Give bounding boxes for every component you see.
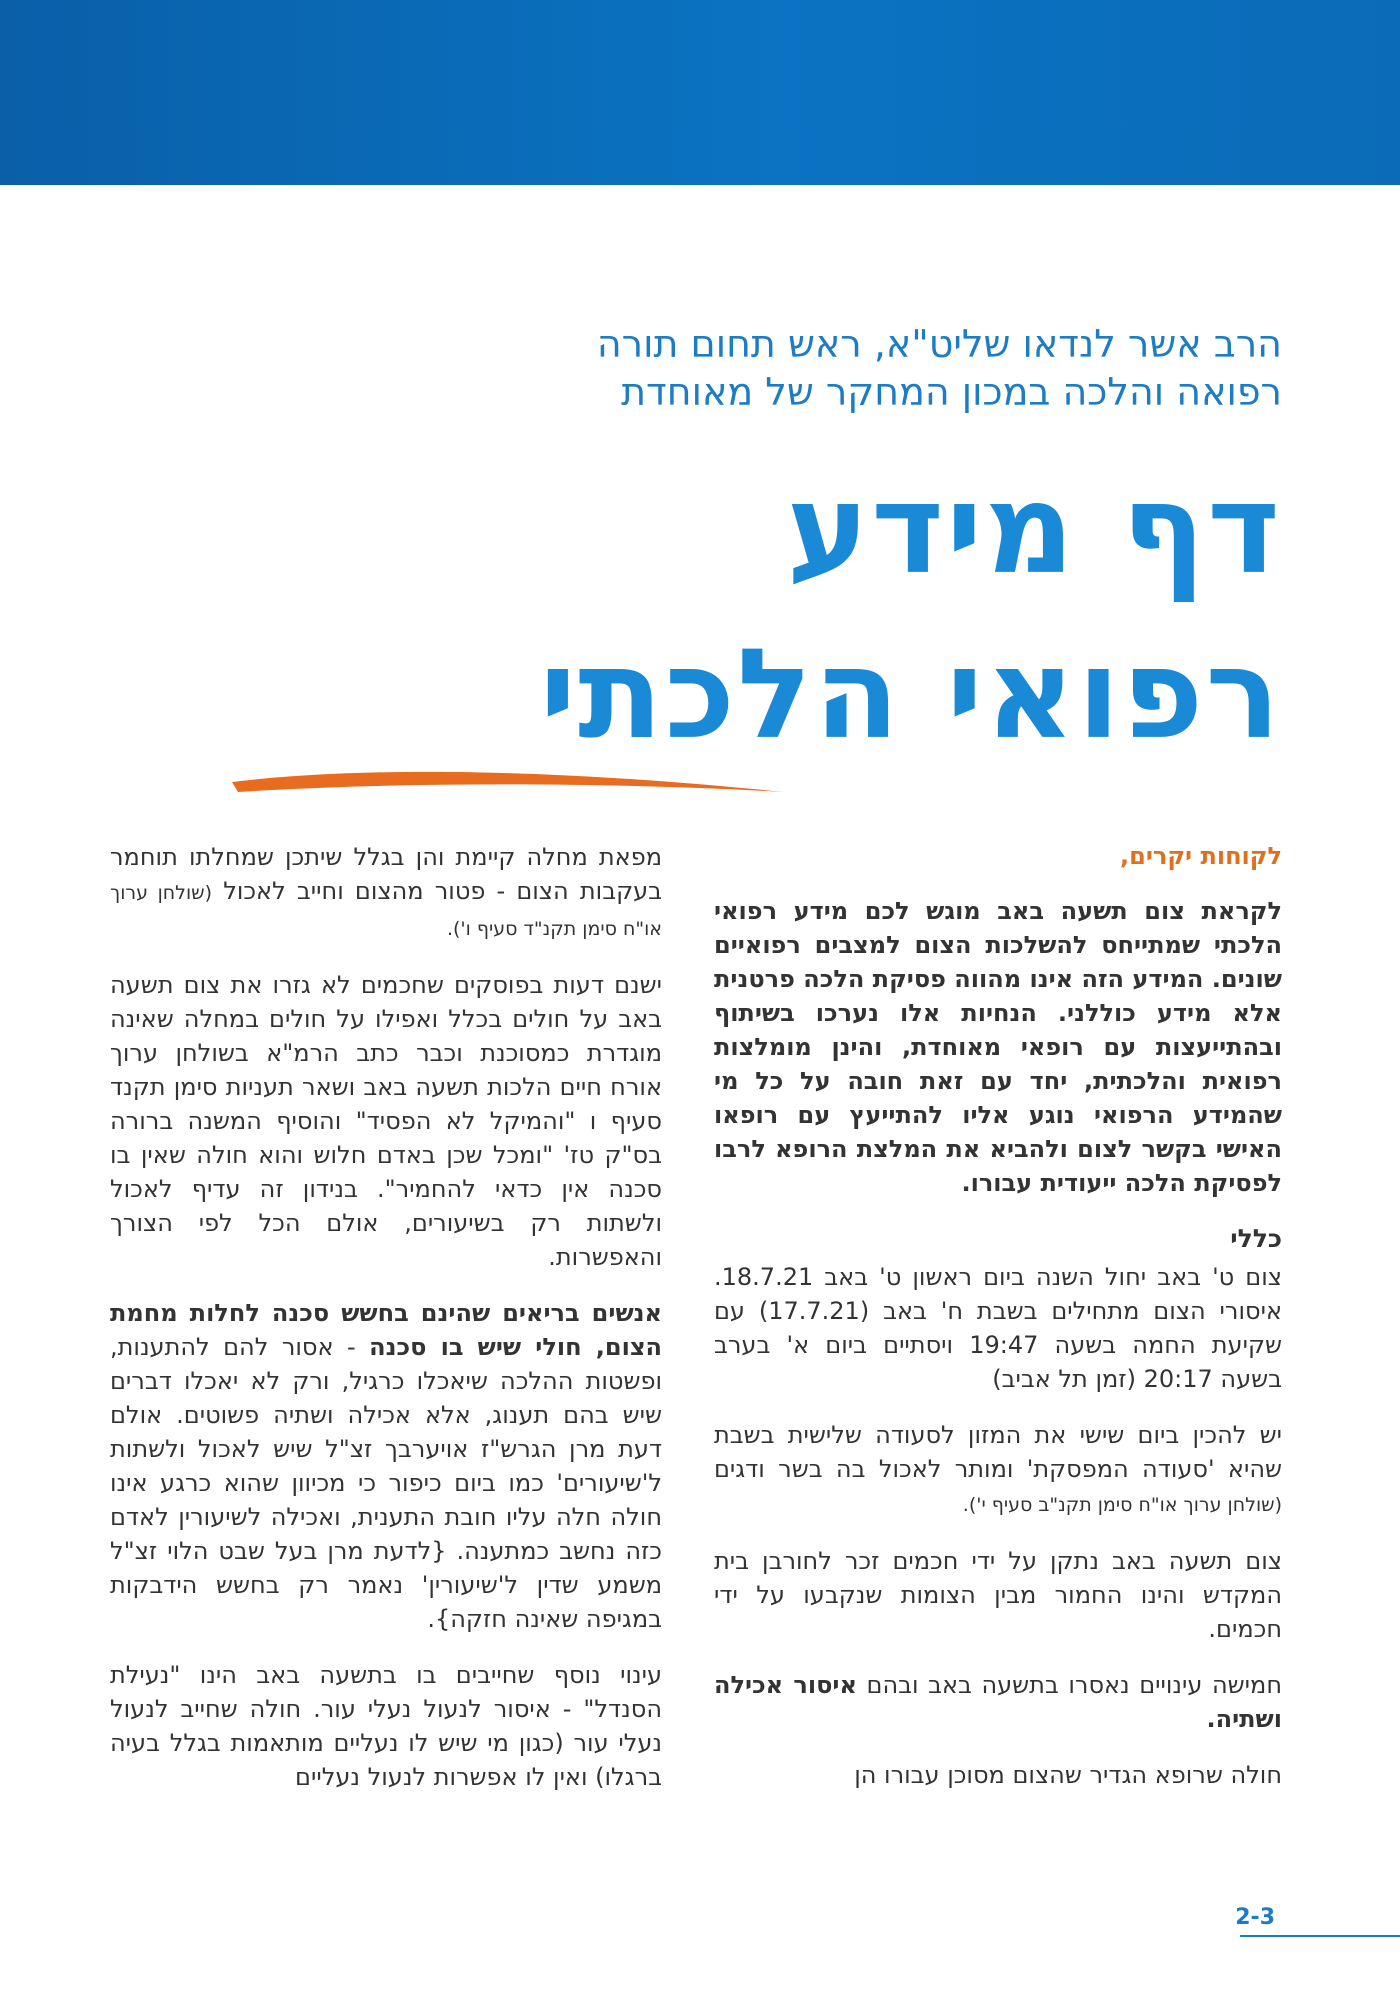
paragraph-origin: צום תשעה באב נתקן על ידי חכמים זכר לחורבן בית המקדש והינו החמור מבין הצומות שנקבעו על ידי חכמים.	[714, 1547, 1282, 1643]
subtitle-line-2: רפואה והלכה במכון המחקר של מאוחדת	[621, 370, 1282, 414]
page-title	[182, 448, 1282, 778]
paragraph-seudah-text: יש להכין ביום שישי את המזון לסעודה שלישית בשבת שהיא 'סעודה המפסקת' ומותר לאכול בה בשר ודגים	[714, 1421, 1282, 1483]
page-number: 2-3	[1235, 1905, 1275, 1930]
paragraph-danger-text: - אסור להם להתענות, ופשטות ההלכה שיאכלו כרגיל, ורק לא יאכלו דברים שיש בהם תענוג, אלא אכילה ושתיה פשוטים. אולם דעת מרן הגרש"ז אויערבך זצ"ל שיש לאכול ולשתות ל'שיעורים' כמו ביום כיפור כי מכיוון שהוא כרגע אינו חולה חלה עליו חובת התענית, ואכילה לשיעורין לאדם כזה נחשב כמתענה. {לדעת מרן בעל שבט הלוי זצ"ל משמע שדין ל'שיעורין' נאמר רק בחשש הידבקות במגיפה שאינה חזקה}.	[110, 1333, 662, 1633]
intro-paragraph: לקראת צום תשעה באב מוגש לכם מידע רפואי הלכתי שמתייחס להשלכות הצום למצבים רפואיים שונים. המידע הזה אינו מהווה פסיקת הלכה פרטנית אלא מידע כוללני. הנחיות אלו נערכו בשיתוף ובהתייעצות עם רופאי מאוחדת, והינן מומלצות רפואית והלכתית, יחד עם זאת חובה על כל מי שהמידע הרפואי נוגע אליו להתייעץ עם רופאו האישי בקשר לצום ולהביא את המלצת הרופא לרבו לפסיקת הלכה ייעודית עבורו.	[714, 897, 1282, 1197]
paragraph-exempt	[110, 840, 662, 946]
author-subtitle	[282, 320, 1282, 416]
title-line-2: רפואי הלכתי	[539, 623, 1282, 767]
paragraph-five-afflictions-bold: איסור אכילה ושתיה.	[714, 1671, 1282, 1733]
paragraph-sick-person: חולה שרופא הגדיר שהצום מסוכן עבורו הן	[854, 1761, 1282, 1789]
paragraph-shoes: עינוי נוסף שחייבים בו בתשעה באב הינו "נעילת הסנדל" - איסור לנעול נעלי עור. חולה שחייב לנעול נעלי עור (כגון מי שיש לו נעליים מותאמות בגלל בעיה ברגלו) ואין לו אפשרות לנעול נעליים	[110, 1661, 662, 1791]
paragraph-exempt-ref: (שולחן ערוך או"ח סימן תקנ"ד סעיף ו').	[110, 882, 662, 940]
paragraph-five-afflictions-text: חמישה עינויים נאסרו בתשעה באב ובהם	[866, 1671, 1282, 1699]
header-band	[0, 0, 1400, 185]
right-column	[714, 840, 1282, 1814]
paragraph-seudah-ref: (שולחן ערוך או"ח סימן תקנ"ב סעיף י').	[962, 1494, 1282, 1516]
paragraph-seudah	[714, 1418, 1282, 1522]
paragraph-danger	[110, 1296, 662, 1636]
page-number-rule	[1240, 1935, 1400, 1937]
title-underline-brush	[228, 762, 788, 802]
paragraph-opinions: ישנם דעות בפוסקים שחכמים לא גזרו את צום תשעה באב על חולים בכלל ואפילו על חולים במחלה שאינה מוגדרת כמסוכנת וכבר כתב הרמ"א בשולחן ערוך אורח חיים הלכות תשעה באב ושאר תעניות סימן תקנד סעיף ו "והמיקל לא הפסיד" והוסיף המשנה ברורה בס"ק טז' "ומכל שכן באדם חלוש והוא חולה שאין בו סכנה אין כדאי להחמיר". בנידון זה עדיף לאכול ולשתות רק בשיעורים, אולם הכל לפי הצורך והאפשרות.	[110, 971, 662, 1271]
title-line-1: דף מידע	[786, 458, 1282, 602]
left-column	[110, 840, 662, 1816]
paragraph-five-afflictions	[714, 1668, 1282, 1736]
paragraph-fast-date: צום ט' באב יחול השנה ביום ראשון ט' באב 18.7.21. איסורי הצום מתחילים בשבת ח' באב (17.7.21) עם שקיעת החמה בשעה 19:47 ויסתיים ביום א' בערב בשעה 20:17 (זמן תל אביב)	[714, 1263, 1282, 1393]
greeting: לקוחות יקרים,	[1120, 842, 1282, 870]
paragraph-exempt-text: מפאת מחלה קיימת והן בגלל שיתכן שמחלתו תוחמר בעקבות הצום - פטור מהצום וחייב לאכול	[110, 843, 662, 905]
subtitle-line-1: הרב אשר לנדאו שליט"א, ראש תחום תורה	[596, 322, 1282, 366]
paragraph-danger-bold: אנשים בריאים שהינם בחשש סכנה לחלות מחמת הצום, חולי שיש בו סכנה	[110, 1299, 662, 1361]
section-heading-general: כללי	[1230, 1224, 1282, 1253]
